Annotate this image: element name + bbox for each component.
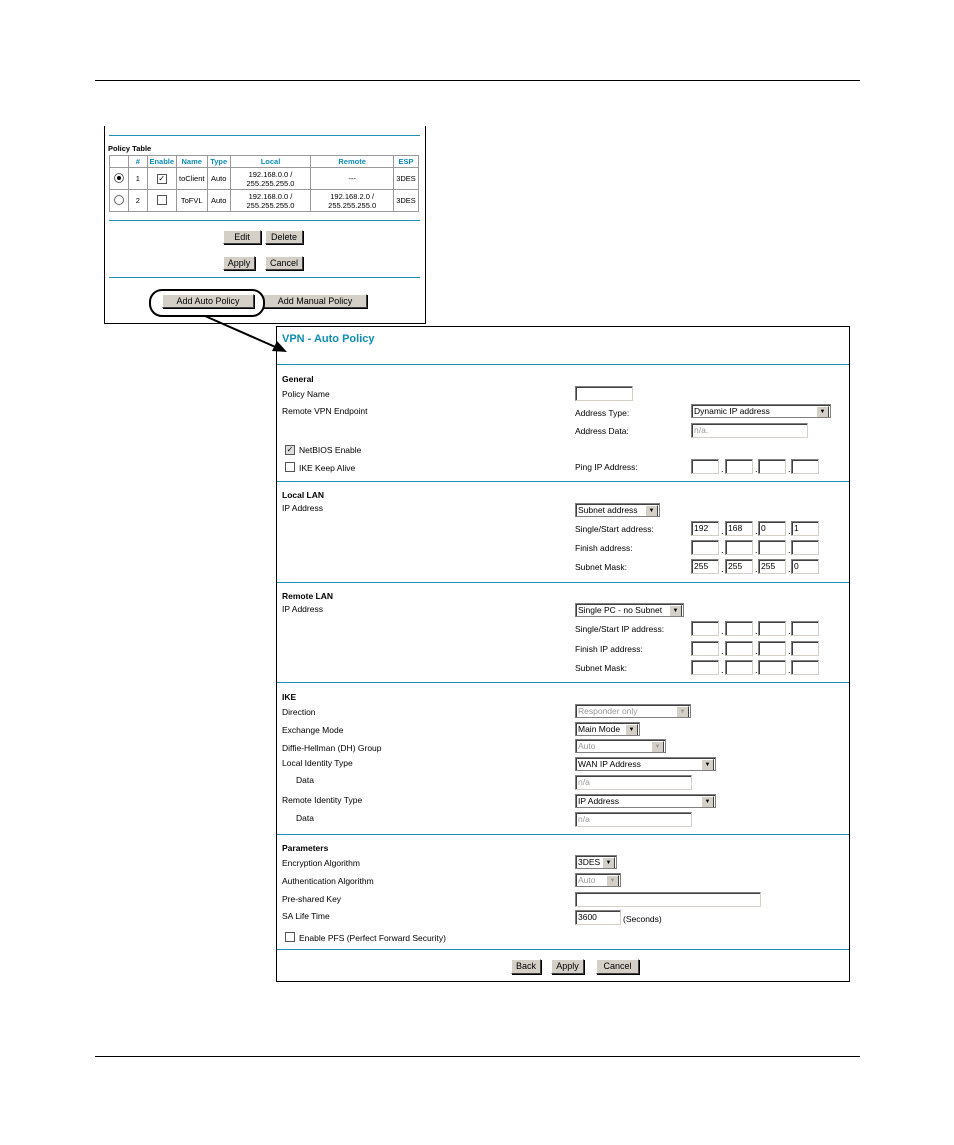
ip-dot: . (788, 626, 791, 636)
psk-label: Pre-shared Key (282, 894, 342, 904)
local-mask-octet-1[interactable]: 255 (691, 559, 719, 574)
direction-value: Responder only (578, 706, 638, 716)
ip-dot: . (721, 464, 724, 474)
policy-name-label: Policy Name (282, 389, 330, 399)
ike-heading: IKE (282, 692, 297, 702)
col-select (110, 156, 129, 168)
add-auto-policy-button[interactable]: Add Auto Policy (162, 294, 254, 308)
col-num: # (128, 156, 147, 168)
ip-dot: . (755, 545, 758, 555)
chevron-down-icon: ▼ (645, 505, 658, 517)
local-start-octet-2[interactable]: 168 (725, 521, 753, 536)
authentication-value: Auto (578, 875, 596, 885)
local-data-input[interactable]: n/a (575, 775, 692, 790)
chevron-down-icon: ▼ (625, 724, 638, 736)
exchange-mode-label: Exchange Mode (282, 725, 344, 735)
remote-ip-type-value: Single PC - no Subnet (578, 605, 663, 615)
remote-start-label: Single/Start IP address: (575, 624, 665, 634)
netbios-checkbox[interactable]: ✓ (286, 445, 294, 454)
col-local: Local (230, 156, 311, 168)
policy-table (109, 155, 419, 212)
remote-start-octet-3[interactable] (758, 621, 786, 636)
local-start-octet-4[interactable]: 1 (791, 521, 819, 536)
ping-ip-octet-3[interactable] (758, 459, 786, 474)
dh-group-value: Auto (578, 741, 596, 751)
chevron-down-icon: ▼ (816, 406, 829, 418)
remote-data-label: Data (296, 813, 314, 823)
address-type-select[interactable] (691, 404, 831, 418)
psk-input[interactable] (575, 892, 761, 907)
apply-button[interactable]: Apply (551, 959, 584, 974)
remote-data-input[interactable]: n/a (575, 812, 692, 827)
table-row (110, 168, 419, 190)
bottom-rule (95, 1056, 860, 1057)
remote-identity-label: Remote Identity Type (282, 795, 363, 805)
general-heading: General (282, 374, 314, 384)
row-select-radio[interactable] (114, 195, 124, 205)
row-local: 192.168.0.0 / 255.255.255.0 (230, 168, 311, 190)
ping-ip-octet-2[interactable] (725, 459, 753, 474)
ip-dot: . (755, 564, 758, 574)
section-divider (277, 582, 849, 583)
col-esp: ESP (393, 156, 418, 168)
cancel-button[interactable]: Cancel (265, 256, 303, 270)
local-data-label: Data (296, 775, 314, 785)
netbios-label: NetBIOS Enable (299, 445, 362, 455)
row-enable-checkbox[interactable] (157, 195, 167, 205)
ike-keepalive-checkbox[interactable] (285, 462, 295, 472)
local-mask-octet-3[interactable]: 255 (758, 559, 786, 574)
remote-endpoint-label: Remote VPN Endpoint (282, 406, 368, 416)
local-mask-label: Subnet Mask: (575, 562, 627, 572)
ip-dot: . (721, 626, 724, 636)
col-enable: Enable (147, 156, 176, 168)
local-finish-octet-2[interactable] (725, 540, 753, 555)
local-finish-label: Finish address: (575, 543, 633, 553)
sa-life-unit: (Seconds) (623, 914, 662, 924)
row-remote: 192.168.2.0 / 255.255.255.0 (311, 190, 394, 212)
row-esp: 3DES (393, 190, 418, 212)
remote-finish-octet-4[interactable] (791, 641, 819, 656)
local-mask-octet-2[interactable]: 255 (725, 559, 753, 574)
ip-dot: . (755, 646, 758, 656)
row-select-radio[interactable] (114, 173, 124, 183)
ip-dot: . (788, 545, 791, 555)
col-type: Type (207, 156, 230, 168)
remote-lan-heading: Remote LAN (282, 591, 334, 601)
ip-dot: . (755, 464, 758, 474)
address-type-label: Address Type: (575, 408, 630, 418)
delete-button[interactable]: Delete (265, 230, 303, 244)
row-enable-checkbox[interactable]: ✓ (158, 173, 166, 183)
section-divider (277, 949, 849, 950)
remote-ip-label: IP Address (282, 604, 323, 614)
remote-start-octet-2[interactable] (725, 621, 753, 636)
local-finish-octet-3[interactable] (758, 540, 786, 555)
direction-select[interactable] (575, 704, 691, 718)
panel-divider (109, 220, 420, 221)
remote-start-octet-4[interactable] (791, 621, 819, 636)
address-type-value: Dynamic IP address (694, 406, 770, 416)
ip-dot: . (721, 665, 724, 675)
remote-ip-type-select[interactable] (575, 603, 684, 617)
row-type: Auto (207, 168, 230, 190)
add-manual-policy-button[interactable]: Add Manual Policy (263, 294, 367, 308)
chevron-down-icon: ▼ (676, 706, 689, 718)
ip-dot: . (755, 526, 758, 536)
vpn-auto-policy-panel (276, 326, 850, 982)
row-num: 1 (128, 168, 147, 190)
row-name: toClient (176, 168, 207, 190)
remote-mask-octet-4[interactable] (791, 660, 819, 675)
cancel-button[interactable]: Cancel (596, 959, 639, 974)
sa-life-label: SA Life Time (282, 911, 330, 921)
local-identity-select[interactable] (575, 757, 716, 771)
row-name: ToFVL (176, 190, 207, 212)
dh-group-select[interactable] (575, 739, 666, 753)
exchange-mode-select[interactable] (575, 722, 640, 736)
sa-life-input[interactable]: 3600 (575, 910, 621, 925)
section-divider (277, 682, 849, 683)
apply-button[interactable]: Apply (223, 256, 255, 270)
row-local: 192.168.0.0 / 255.255.255.0 (230, 190, 311, 212)
section-divider (277, 481, 849, 482)
panel-divider (109, 277, 420, 278)
local-start-label: Single/Start address: (575, 524, 654, 534)
remote-identity-select[interactable] (575, 794, 716, 808)
pfs-label: Enable PFS (Perfect Forward Security) (299, 933, 446, 943)
dh-group-label: Diffie-Hellman (DH) Group (282, 743, 382, 753)
ip-dot: . (755, 626, 758, 636)
ip-dot: . (755, 665, 758, 675)
col-remote: Remote (311, 156, 394, 168)
remote-mask-octet-2[interactable] (725, 660, 753, 675)
top-rule (95, 80, 860, 81)
direction-label: Direction (282, 707, 316, 717)
local-ip-type-value: Subnet address (578, 505, 638, 515)
chevron-down-icon: ▼ (701, 759, 714, 771)
policy-table-title: Policy Table (108, 144, 152, 153)
ip-dot: . (721, 526, 724, 536)
ping-ip-octet-4[interactable] (791, 459, 819, 474)
chevron-down-icon: ▼ (602, 857, 615, 869)
local-identity-label: Local Identity Type (282, 758, 353, 768)
section-divider (277, 834, 849, 835)
local-mask-octet-4[interactable]: 0 (791, 559, 819, 574)
encryption-value: 3DES (578, 857, 601, 867)
remote-mask-octet-3[interactable] (758, 660, 786, 675)
address-data-label: Address Data: (575, 426, 629, 436)
ip-dot: . (721, 564, 724, 574)
chevron-down-icon: ▼ (701, 796, 714, 808)
local-finish-octet-1[interactable] (691, 540, 719, 555)
local-identity-value: WAN IP Address (578, 759, 641, 769)
back-button[interactable]: Back (511, 959, 541, 974)
authentication-select[interactable] (575, 873, 621, 887)
section-divider (277, 364, 849, 365)
ip-dot: . (721, 646, 724, 656)
local-finish-octet-4[interactable] (791, 540, 819, 555)
encryption-select[interactable] (575, 855, 617, 869)
local-start-octet-3[interactable]: 0 (758, 521, 786, 536)
ike-keepalive-label: IKE Keep Alive (299, 463, 356, 473)
local-start-octet-1[interactable]: 192 (691, 521, 719, 536)
row-num: 2 (128, 190, 147, 212)
col-name: Name (176, 156, 207, 168)
exchange-mode-value: Main Mode (578, 724, 621, 734)
pfs-checkbox[interactable] (285, 932, 295, 942)
row-remote: --- (311, 168, 394, 190)
remote-finish-octet-1[interactable] (691, 641, 719, 656)
row-esp: 3DES (393, 168, 418, 190)
local-lan-heading: Local LAN (282, 490, 325, 500)
row-type: Auto (207, 190, 230, 212)
remote-identity-value: IP Address (578, 796, 619, 806)
ip-dot: . (788, 464, 791, 474)
local-ip-type-select[interactable] (575, 503, 660, 517)
address-data-input[interactable]: n/a. (691, 423, 808, 438)
page-title: VPN - Auto Policy (282, 333, 375, 345)
local-ip-label: IP Address (282, 503, 323, 513)
table-header-row (110, 156, 419, 168)
table-row (110, 190, 419, 212)
remote-finish-octet-3[interactable] (758, 641, 786, 656)
ip-dot: . (788, 564, 791, 574)
authentication-label: Authentication Algorithm (282, 876, 374, 886)
chevron-down-icon: ▼ (606, 875, 619, 887)
remote-mask-octet-1[interactable] (691, 660, 719, 675)
edit-button[interactable]: Edit (223, 230, 261, 244)
encryption-label: Encryption Algorithm (282, 858, 360, 868)
remote-finish-octet-2[interactable] (725, 641, 753, 656)
ip-dot: . (788, 665, 791, 675)
parameters-heading: Parameters (282, 843, 329, 853)
ip-dot: . (788, 646, 791, 656)
remote-finish-label: Finish IP address: (575, 644, 643, 654)
ip-dot: . (788, 526, 791, 536)
panel-divider (109, 135, 420, 136)
chevron-down-icon: ▼ (669, 605, 682, 617)
remote-start-octet-1[interactable] (691, 621, 719, 636)
policy-name-input[interactable] (575, 386, 633, 401)
ping-ip-octet-1[interactable] (691, 459, 719, 474)
ping-ip-label: Ping IP Address: (575, 462, 638, 472)
remote-mask-label: Subnet Mask: (575, 663, 627, 673)
ip-dot: . (721, 545, 724, 555)
chevron-down-icon: ▼ (651, 741, 664, 753)
